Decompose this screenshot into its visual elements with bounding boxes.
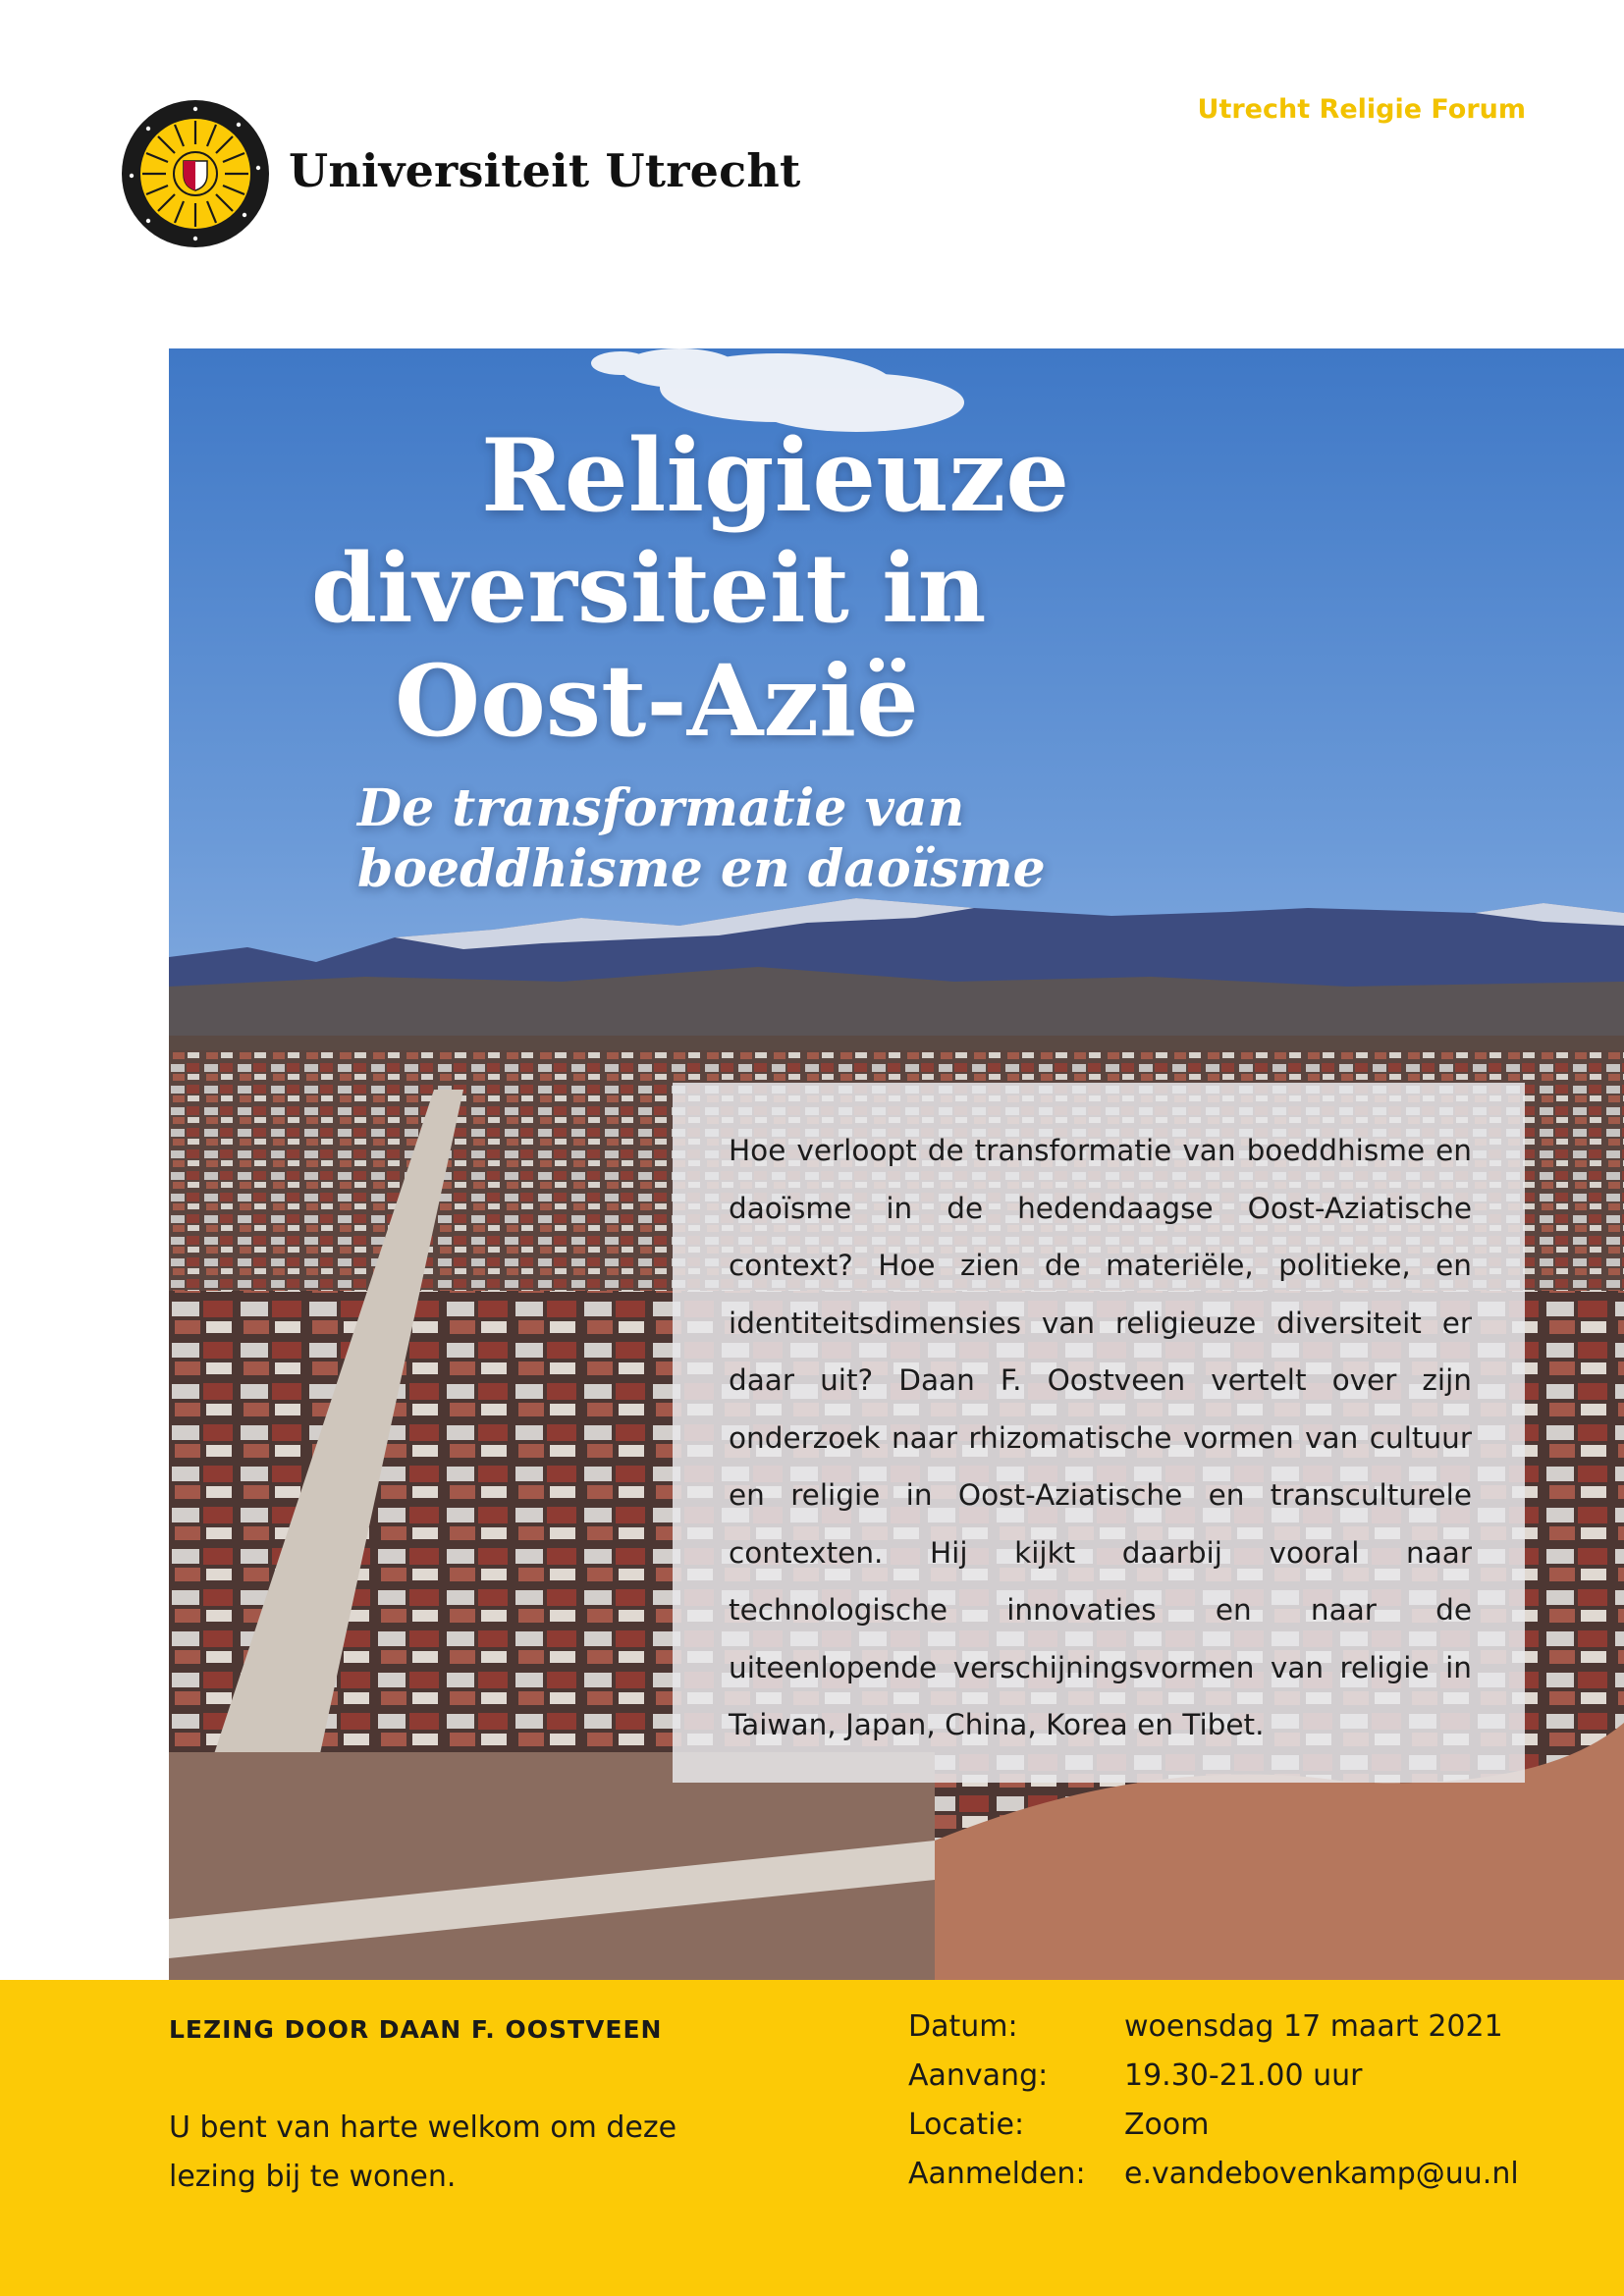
lecture-title: LEZING DOOR DAAN F. OOSTVEEN xyxy=(169,2015,663,2044)
poster-subtitle-line-2: boeddhisme en daoïsme xyxy=(357,839,1046,899)
detail-label: Aanvang: xyxy=(908,2058,1049,2093)
detail-value: Zoom xyxy=(1124,2108,1210,2142)
university-name: Universiteit Utrecht xyxy=(289,144,801,197)
detail-value: woensdag 17 maart 2021 xyxy=(1124,2009,1503,2044)
forum-name: Utrecht Religie Forum xyxy=(1197,94,1526,125)
poster-title-line-1: Religieuze xyxy=(481,417,1070,535)
detail-label: Locatie: xyxy=(908,2108,1025,2142)
registration-email[interactable]: e.vandebovenkamp@uu.nl xyxy=(1124,2157,1519,2191)
welcome-text: U bent van harte welkom om deze lezing bij te wonen. xyxy=(169,2110,677,2194)
detail-label: Aanmelden: xyxy=(908,2157,1086,2191)
sol-iustitiae-seal-icon xyxy=(121,99,270,248)
poster-title-line-3: Oost-Azië xyxy=(395,643,919,759)
poster-subtitle-line-1: De transformatie van xyxy=(357,778,965,838)
detail-value: 19.30-21.00 uur xyxy=(1124,2058,1363,2093)
footer-bar xyxy=(0,1980,1624,2296)
description-box xyxy=(673,1083,1525,1783)
description-text: Hoe verloopt de transformatie van boeddhisme en daoïsme in de hedendaagse Oost-Aziatische context? Hoe zien de materiële, politieke, en identiteitsdimensies van religieuze diversiteit er daar uit? Daan F. Oostveen vertelt over zijn onderzoek naar rhizomatische vormen van cultuur en religie in Oost-Aziatische en transculturele contexten. Hij kijkt daarbij vooral naar technologische innovaties en naar de uiteenlopende verschijningsvormen van religie in Taiwan, Japan, China, Korea en Tibet. xyxy=(729,1134,1472,1741)
detail-label: Datum: xyxy=(908,2009,1018,2044)
poster-title-line-2: diversiteit in xyxy=(311,533,987,644)
poster-photo xyxy=(169,348,1624,1980)
